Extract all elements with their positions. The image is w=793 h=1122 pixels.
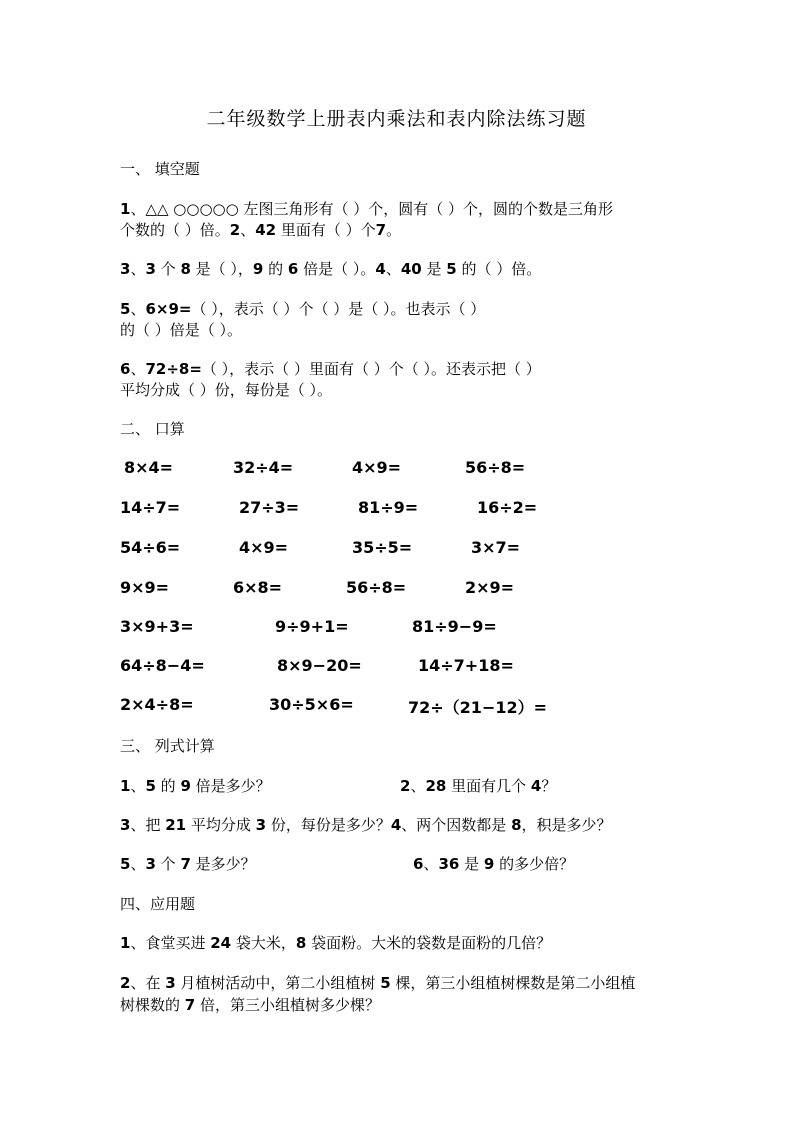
section-heading-oral: 二、 口算 xyxy=(120,420,185,438)
oral-item: 3×7= xyxy=(471,538,521,557)
page-title: 二年级数学上册表内乘法和表内除法练习题 xyxy=(206,108,587,130)
question-6-line-2: 平均分成（ ）份，每份是（ ）。 xyxy=(120,381,333,399)
oral-item: 2×4÷8= xyxy=(120,695,194,714)
applied-question-2-line-2: 树棵数的 7 倍，第三小组植树多少棵？ xyxy=(120,996,380,1014)
oral-item: 35÷5= xyxy=(352,538,413,557)
oral-item: 8×9−20= xyxy=(277,656,362,675)
question-1-line-1: 1、△△ ○○○○○ 左图三角形有（ ）个，圆有（ ）个，圆的个数是三角形 xyxy=(120,200,614,218)
oral-item: 14÷7+18= xyxy=(418,656,514,675)
oral-item: 81÷9−9= xyxy=(412,617,497,636)
question-5-line-1: 5、6×9=（ ），表示（ ）个（ ）是（ ）。也表示（ ） xyxy=(120,300,486,318)
oral-item: 54÷6= xyxy=(120,538,181,557)
question-1-line-2: 个数的（ ）倍。2、42 里面有（ ）个7。 xyxy=(120,221,402,239)
oral-item: 14÷7= xyxy=(120,498,181,517)
oral-item: 56÷8= xyxy=(465,458,526,477)
written-question-3-4: 3、把 21 平均分成 3 份，每份是多少？4、两个因数都是 8，积是多少？ xyxy=(120,816,612,834)
oral-item: 81÷9= xyxy=(358,498,419,517)
applied-question-1: 1、食堂买进 24 袋大米，8 袋面粉。大米的袋数是面粉的几倍？ xyxy=(120,934,552,952)
oral-item: 9×9= xyxy=(120,578,170,597)
oral-item: 6×8= xyxy=(233,578,283,597)
applied-question-2-line-1: 2、在 3 月植树活动中，第二小组植树 5 棵，第三小组植树棵数是第二小组植 xyxy=(120,974,636,992)
oral-item: 56÷8= xyxy=(346,578,407,597)
oral-item: 3×9+3= xyxy=(120,617,194,636)
oral-item: 32÷4= xyxy=(233,458,294,477)
question-6-line-1: 6、72÷8=（ ），表示（ ）里面有（ ）个（ ）。还表示把（ ） xyxy=(120,360,541,378)
oral-item: 8×4= xyxy=(124,458,174,477)
written-question-1: 1、5 的 9 倍是多少？ xyxy=(120,777,271,795)
oral-item: 4×9= xyxy=(352,458,402,477)
section-heading-applied: 四、应用题 xyxy=(120,895,196,913)
written-question-6: 6、36 是 9 的多少倍？ xyxy=(413,855,575,873)
oral-item: 64÷8−4= xyxy=(120,656,205,675)
section-heading-written: 三、 列式计算 xyxy=(120,737,215,755)
oral-item: 2×9= xyxy=(465,578,515,597)
section-heading-fill-blank: 一、 填空题 xyxy=(120,160,200,178)
question-3-4-line: 3、3 个 8 是（ ），9 的 6 倍是（ ）。4、40 是 5 的（ ）倍。 xyxy=(120,260,542,278)
oral-item: 27÷3= xyxy=(239,498,300,517)
written-question-5: 5、3 个 7 是多少？ xyxy=(120,855,256,873)
oral-item: 72÷（21−12）= xyxy=(408,698,548,717)
written-question-2: 2、28 里面有几个 4？ xyxy=(400,777,557,795)
oral-item: 16÷2= xyxy=(477,498,538,517)
oral-item: 9÷9+1= xyxy=(275,617,349,636)
question-5-line-2: 的（ ）倍是（ ）。 xyxy=(120,321,243,339)
oral-item: 4×9= xyxy=(239,538,289,557)
oral-item: 30÷5×6= xyxy=(269,695,354,714)
